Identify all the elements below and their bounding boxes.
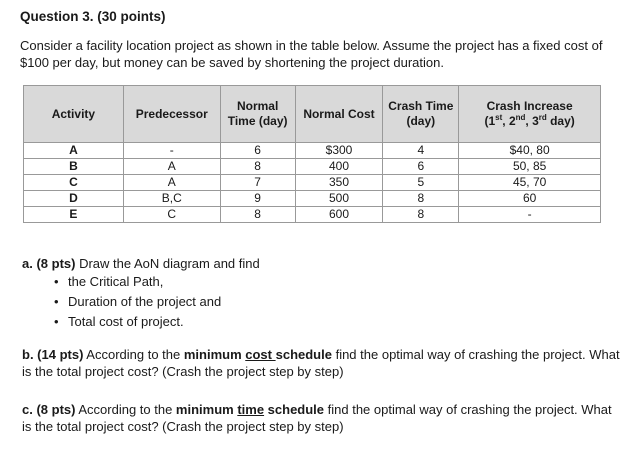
- bullet-text: the Critical Path,: [68, 274, 164, 289]
- table-row: [24, 207, 601, 223]
- cell-activity: C: [24, 175, 124, 191]
- list-item: [54, 293, 222, 313]
- header-crash-time-line1: Crash Time: [388, 99, 454, 113]
- cell-crash-increase: 45, 70: [459, 175, 601, 191]
- header-crash-increase-line2: (1st, 2nd, 3rd day): [484, 113, 575, 128]
- cell-normal-time: 8: [220, 207, 295, 223]
- cell-activity: E: [24, 207, 124, 223]
- cell-predecessor: A: [123, 159, 220, 175]
- header-normal-cost: Normal Cost: [295, 86, 383, 143]
- project-table: [23, 85, 601, 223]
- table-header: [24, 86, 601, 143]
- table-row: [24, 159, 601, 175]
- header-crash-time: [383, 86, 459, 143]
- cell-normal-cost: $300: [295, 143, 383, 159]
- cell-normal-cost: 600: [295, 207, 383, 223]
- list-item: [54, 313, 221, 333]
- table-body: [24, 143, 601, 223]
- part-b-paragraph: b. (14 pts) According to the minimum cost schedule find the optimal way of crashing the project. What is the total project cost? (Crash the project step by step): [22, 347, 620, 379]
- cell-normal-time: 9: [220, 191, 295, 207]
- part-a-heading: [22, 256, 260, 271]
- cell-predecessor: A: [123, 175, 220, 191]
- cell-activity: A: [24, 143, 124, 159]
- header-crash-time-line2: (day): [406, 114, 436, 128]
- bullet-text: Total cost of project.: [68, 314, 184, 329]
- cell-normal-time: 6: [220, 143, 295, 159]
- header-activity: Activity: [24, 86, 124, 143]
- cell-predecessor: -: [123, 143, 220, 159]
- list-item: [54, 273, 221, 293]
- part-c-paragraph: c. (8 pts) According to the minimum time schedule find the optimal way of crashing the project. What is the total project cost? (Crash the project step by step): [22, 402, 612, 434]
- table-row: [24, 175, 601, 191]
- cell-crash-time: 8: [383, 191, 459, 207]
- bullet-icon: •: [54, 274, 59, 289]
- cell-normal-cost: 500: [295, 191, 383, 207]
- bullet-icon: •: [54, 314, 59, 329]
- header-predecessor: Predecessor: [123, 86, 220, 143]
- cell-crash-time: 4: [383, 143, 459, 159]
- part-c-label: c. (8 pts): [22, 402, 76, 417]
- part-a-label: a. (8 pts): [22, 256, 76, 271]
- intro-paragraph: Consider a facility location project as shown in the table below. Assume the project has a fixed cost of $100 per day, but money can be saved by shortening the project duration.: [20, 38, 603, 70]
- cell-normal-time: 7: [220, 175, 295, 191]
- cell-crash-increase: 50, 85: [459, 159, 601, 175]
- cell-crash-increase: $40, 80: [459, 143, 601, 159]
- cell-normal-cost: 350: [295, 175, 383, 191]
- question-title: Question 3. (30 points): [20, 9, 166, 24]
- cell-crash-increase: 60: [459, 191, 601, 207]
- header-crash-increase-line1: Crash Increase: [486, 99, 573, 113]
- part-a-text: Draw the AoN diagram and find: [75, 256, 260, 271]
- cell-predecessor: C: [123, 207, 220, 223]
- cell-activity: D: [24, 191, 124, 207]
- cell-normal-cost: 400: [295, 159, 383, 175]
- bullet-icon: •: [54, 294, 59, 309]
- cell-crash-time: 5: [383, 175, 459, 191]
- cell-crash-time: 6: [383, 159, 459, 175]
- cell-crash-time: 8: [383, 207, 459, 223]
- header-normal-time: [220, 86, 295, 143]
- header-normal-time-line1: Normal: [236, 99, 279, 113]
- header-normal-time-line2: Time (day): [227, 114, 288, 128]
- table-row: [24, 143, 601, 159]
- part-c-underlined-keyword: time: [237, 402, 265, 417]
- part-a-bullet-list: [54, 273, 222, 333]
- table-row: [24, 191, 601, 207]
- header-crash-increase: [459, 86, 601, 143]
- bullet-text: Duration of the project and: [68, 294, 222, 309]
- cell-crash-increase: -: [459, 207, 601, 223]
- part-b-underlined-keyword: cost: [245, 347, 276, 362]
- cell-predecessor: B,C: [123, 191, 220, 207]
- part-b-label: b. (14 pts): [22, 347, 84, 362]
- cell-normal-time: 8: [220, 159, 295, 175]
- cell-activity: B: [24, 159, 124, 175]
